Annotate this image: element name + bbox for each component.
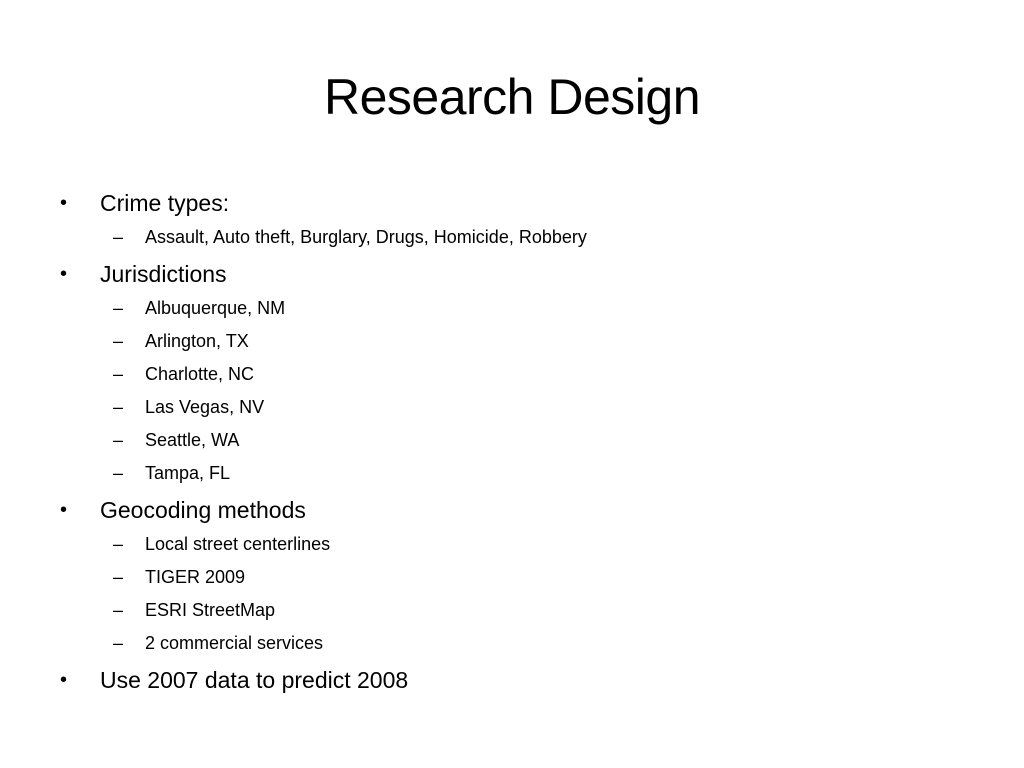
bullet-icon: • [60,669,68,691]
bullet-item-data-years [60,662,587,698]
dash-icon: – [113,430,124,450]
sub-item-label: Arlington, TX [145,331,249,351]
bullet-icon: • [60,499,68,521]
bullet-icon: • [60,263,68,285]
dash-icon: – [113,331,124,351]
sub-item-label: Charlotte, NC [145,364,255,384]
sub-item-label: ESRI StreetMap [145,600,276,620]
slide-title: Research Design [323,69,701,125]
sub-item-label: Assault, Auto theft, Burglary, Drugs, Homicide, Robbery [145,227,587,247]
bullet-item-geocoding-methods [60,492,587,528]
dash-icon: – [113,463,124,483]
sub-item [60,528,587,561]
sub-item [60,594,587,627]
sub-item [60,627,587,660]
sub-item-label: Local street centerlines [145,534,331,554]
bullet-label: Geocoding methods [100,497,306,523]
bullet-label: Jurisdictions [100,261,227,287]
bullet-label: Crime types: [100,190,230,216]
sub-item [60,561,587,594]
sub-item [60,292,587,325]
dash-icon: – [113,397,124,417]
dash-icon: – [113,298,124,318]
sub-item-label: Albuquerque, NM [145,298,286,318]
bullet-label: Use 2007 data to predict 2008 [100,667,409,693]
sub-item [60,424,587,457]
sub-item [60,221,587,254]
sub-item [60,457,587,490]
dash-icon: – [113,633,124,653]
dash-icon: – [113,364,124,384]
sub-item-label: Tampa, FL [145,463,231,483]
sub-item-label: 2 commercial services [145,633,324,653]
sub-item [60,325,587,358]
sub-list-geocoding-methods [60,528,587,660]
dash-icon: – [113,534,124,554]
sub-item [60,358,587,391]
sub-list-crime-types [60,221,587,254]
dash-icon: – [113,567,124,587]
sub-item-label: Seattle, WA [145,430,240,450]
sub-item-label: Las Vegas, NV [145,397,265,417]
sub-item-label: TIGER 2009 [145,567,246,587]
sub-item [60,391,587,424]
bullet-item-crime-types [60,185,587,221]
bullet-item-jurisdictions [60,256,587,292]
sub-list-jurisdictions [60,292,587,490]
dash-icon: – [113,600,124,620]
bullet-list [60,183,587,698]
bullet-icon: • [60,192,68,214]
dash-icon: – [113,227,124,247]
